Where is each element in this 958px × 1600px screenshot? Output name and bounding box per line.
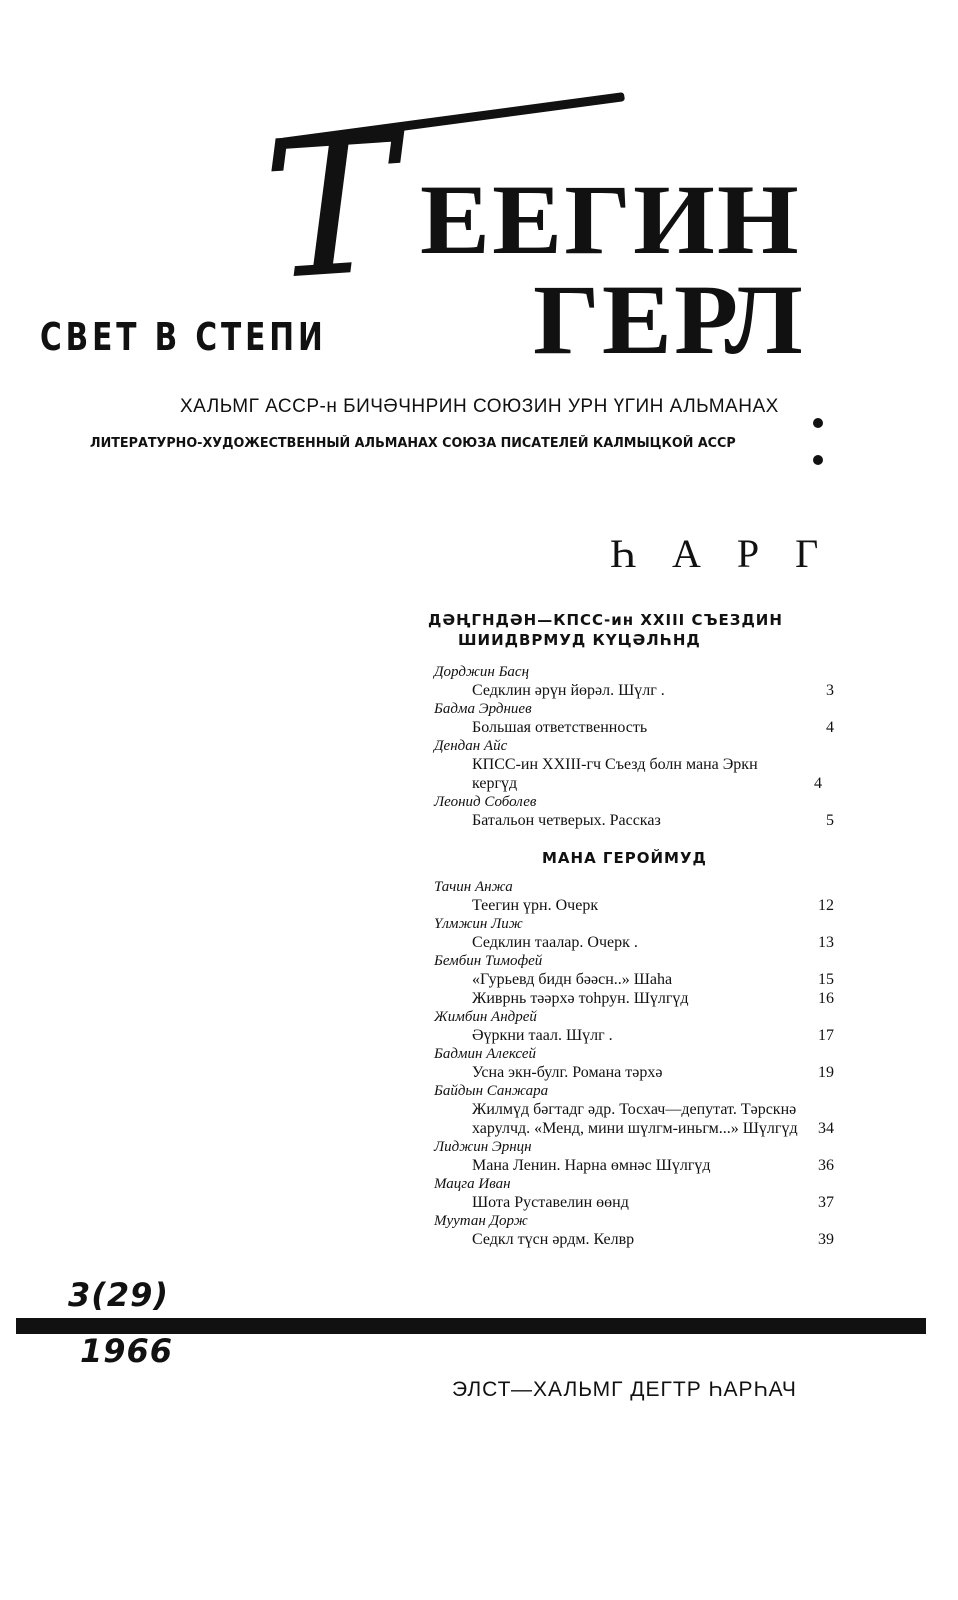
bullet-dot	[813, 455, 823, 465]
entry-author: Леонид Соболев	[434, 794, 537, 810]
entry-title: Седкл түсн әрдм. Келвр	[472, 1231, 635, 1248]
entry-title: «Гурьевд бидн бәәсн..» Шаһа	[472, 971, 673, 988]
issue-year: 1966	[80, 1332, 174, 1370]
toc-entry	[434, 952, 834, 1008]
entry-page: 16	[818, 990, 834, 1007]
entry-author: Үлмжин Лиж	[434, 916, 523, 932]
entry-author: Байдын Санжара	[434, 1083, 549, 1099]
entry-page: 17	[818, 1027, 834, 1044]
entry-page: 19	[818, 1064, 834, 1081]
section-1-heading-line-2: ШИИДВРМУД КҮЦӘЛҺНД	[458, 631, 701, 649]
entry-title: Теегин үрн. Очерк	[472, 897, 599, 914]
entry-author: Муутан Дорж	[434, 1213, 528, 1229]
title-line-2: ГЕРЛ	[533, 264, 805, 375]
toc-entry	[434, 915, 834, 952]
entry-title: Усна экн-булг. Романа тәрхә	[472, 1064, 663, 1081]
entry-author: Бадма Эрдниев	[434, 701, 532, 717]
entry-author: Дендан Айс	[434, 738, 508, 754]
entry-page: 4	[814, 775, 822, 792]
entry-page: 3	[826, 682, 834, 699]
entry-page: 34	[818, 1120, 834, 1137]
entry-title: Большая ответственность	[472, 719, 648, 736]
entry-page: 15	[818, 971, 834, 988]
toc-entry	[434, 737, 834, 793]
entry-page: 37	[818, 1194, 834, 1211]
entry-author: Бембин Тимофей	[434, 953, 543, 969]
entry-page: 5	[826, 812, 834, 829]
section-1-heading-line-1: ДӘҢГНДӘН—КПСС-ин XXIII СЪЕЗДИН	[428, 611, 783, 629]
toc-entry	[434, 1175, 834, 1212]
entry-author: Лиджин Эрнцн	[434, 1139, 532, 1155]
toc-entry	[434, 700, 834, 737]
entry-author: Жимбин Андрей	[434, 1009, 537, 1025]
toc-entry	[434, 1008, 834, 1045]
entry-page: 13	[818, 934, 834, 951]
toc-entry	[434, 1082, 834, 1138]
entry-title: Седклин әрүн йөрәл. Шүлг .	[472, 682, 665, 699]
toc-entry	[434, 663, 834, 700]
entry-author: Тачин Анжа	[434, 879, 513, 895]
publisher-imprint: ЭЛСТ—ХАЛЬМГ ДЕГТР ҺАРҺАЧ	[452, 1378, 797, 1401]
almanac-line-russian: ЛИТЕРАТУРНО-ХУДОЖЕСТВЕННЫЙ АЛЬМАНАХ СОЮЗА ПИСАТЕЛЕЙ КАЛМЫЦКОЙ АССР	[90, 436, 736, 451]
toc-section-1	[434, 663, 834, 830]
entry-title: Седклин таалар. Очерк .	[472, 934, 638, 951]
entry-page: 12	[818, 897, 834, 914]
entry-title: Мана Ленин. Нарна өмнәс Шүлгүд	[472, 1157, 711, 1174]
entry-title: КПСС-ин XXIII-гч Съезд болн мана Эркн кергүд	[472, 756, 758, 792]
entry-page: 4	[826, 719, 834, 736]
bullet-dot	[813, 418, 823, 428]
almanac-line-kalmyk: ХАЛЬМГ АССР-н БИЧӘЧНРИН СОЮЗИН УРН ҮГИН АЛЬМАНАХ	[180, 396, 779, 417]
entry-title: Жилмүд бәгтадг әдр. Тосхач—депутат. Тәрскнә харулчд. «Менд, мини шүлгм-иньгм...» Шүлгүд	[472, 1101, 798, 1137]
toc-section-2	[434, 878, 834, 1249]
entry-title: Шота Руставелин өөнд	[472, 1194, 629, 1211]
contents-title: ҺАРГ	[610, 531, 855, 576]
toc-entry	[434, 878, 834, 915]
entry-author: Дорджин Басң	[434, 664, 530, 680]
entry-title: Живрнь тәәрхә тоһрун. Шүлгүд	[472, 990, 689, 1007]
russian-subtitle: СВЕТ В СТЕПИ	[40, 315, 327, 359]
issue-number: 3(29)	[68, 1276, 170, 1314]
entry-title: Әүркни таал. Шүлг .	[472, 1027, 613, 1044]
entry-title: Батальон четверых. Рассказ	[472, 812, 661, 829]
logo-initial-letter: Т	[258, 109, 405, 307]
entry-author: Бадмин Алексей	[434, 1046, 536, 1062]
entry-author: Мацга Иван	[434, 1176, 511, 1192]
toc-entry	[434, 1045, 834, 1082]
toc-entry	[434, 793, 834, 830]
entry-page: 39	[818, 1231, 834, 1248]
toc-entry	[434, 1212, 834, 1249]
toc-entry	[434, 1138, 834, 1175]
section-2-heading: МАНА ГЕРОЙМУД	[542, 849, 707, 867]
title-line-1: ЕЕГИН	[420, 164, 801, 275]
entry-page: 36	[818, 1157, 834, 1174]
